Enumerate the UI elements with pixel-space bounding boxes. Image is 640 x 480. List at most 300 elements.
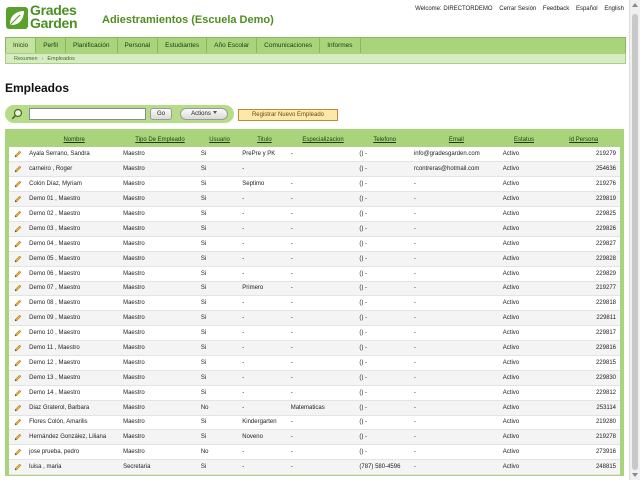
cell-id-persona: 229825 [547, 207, 620, 222]
cell-especializacion: - [289, 207, 358, 222]
scroll-down-icon[interactable] [632, 473, 638, 477]
top-links [410, 6, 624, 12]
cell-titulo: Septimo [240, 177, 288, 192]
cell-especializacion: - [289, 385, 358, 400]
logo-text [30, 4, 77, 30]
cell-telefono: () - [357, 177, 412, 192]
edit-pencil-icon[interactable] [14, 316, 22, 322]
cell-email: - [412, 236, 501, 251]
cell-nombre[interactable]: Ayala Serrano, Sandra [27, 147, 121, 162]
cell-id-persona: 229830 [547, 370, 620, 385]
cell-estatus: Activo [501, 430, 547, 445]
header [0, 0, 629, 36]
cell-estatus: Activo [501, 341, 547, 356]
nav-item-estudiantes[interactable]: Estudiantes [158, 38, 207, 53]
cell-telefono: (787) 580-4596 [357, 460, 412, 475]
cell-email: rcontreras@hotmail.com [412, 162, 501, 177]
breadcrumb-separator-icon: › [41, 56, 44, 62]
register-employee-button[interactable]: Registrar Nuevo Empleado [238, 109, 338, 121]
cell-especializacion: Matematicas [289, 400, 358, 415]
header-especializacion[interactable]: Especializacion [289, 133, 358, 147]
table-row[interactable] [9, 162, 620, 177]
cell-telefono: () - [357, 236, 412, 251]
nav-item-inicio[interactable]: Inicio [6, 38, 36, 53]
cell-estatus: Activo [501, 281, 547, 296]
table-row[interactable] [9, 430, 620, 445]
cell-id-persona: 229811 [547, 311, 620, 326]
logo-line2: Garden [30, 15, 78, 31]
edit-cell [9, 162, 27, 177]
edit-pencil-icon[interactable] [14, 197, 22, 203]
cell-especializacion: - [289, 445, 358, 460]
edit-pencil-icon[interactable] [14, 435, 22, 441]
cell-email: - [412, 370, 501, 385]
header-telefono[interactable]: Telefono [357, 133, 412, 147]
lang-es-link[interactable]: Español [575, 6, 598, 12]
welcome-text: Welcome: DIRECTORDEMO [415, 6, 493, 12]
cell-titulo: - [240, 326, 288, 341]
edit-pencil-icon[interactable] [14, 152, 22, 158]
cell-nombre[interactable]: Demo 08 , Maestro [27, 296, 121, 311]
cell-especializacion: - [289, 281, 358, 296]
cell-tipo-empleado: Maestro [121, 445, 199, 460]
cell-id-persona: 229818 [547, 296, 620, 311]
edit-cell [9, 311, 27, 326]
edit-pencil-icon[interactable] [14, 390, 22, 396]
edit-pencil-icon[interactable] [14, 420, 22, 426]
cell-tipo-empleado: Maestro [121, 326, 199, 341]
edit-cell [9, 221, 27, 236]
edit-pencil-icon[interactable] [14, 212, 22, 218]
edit-pencil-icon[interactable] [14, 256, 22, 262]
cell-id-persona: 229827 [547, 236, 620, 251]
edit-cell [9, 341, 27, 356]
cell-nombre[interactable]: carneiro , Roger [27, 162, 121, 177]
edit-pencil-icon[interactable] [14, 465, 22, 471]
lang-en-link[interactable]: English [604, 6, 624, 12]
cell-tipo-empleado: Maestro [121, 430, 199, 445]
cell-email: - [412, 415, 501, 430]
table-row[interactable] [9, 400, 620, 415]
table-row[interactable] [9, 236, 620, 251]
cell-email: - [412, 221, 501, 236]
header-titulo[interactable]: Titulo [240, 133, 288, 147]
table-row[interactable] [9, 415, 620, 430]
cell-titulo: Kindergarten [240, 415, 288, 430]
breadcrumb [5, 53, 626, 64]
cell-email: - [412, 192, 501, 207]
cell-nombre[interactable]: Demo 13 , Maestro [27, 370, 121, 385]
cell-estatus: Activo [501, 355, 547, 370]
cell-nombre[interactable]: Hernández González, Liliana [27, 430, 121, 445]
scrollbar-thumb[interactable] [632, 14, 638, 470]
edit-pencil-icon[interactable] [14, 301, 22, 307]
cell-nombre[interactable]: luisa , maria [27, 460, 121, 475]
cell-telefono: () - [357, 445, 412, 460]
cell-tipo-empleado: Maestro [121, 415, 199, 430]
cell-usuario: Si [199, 370, 240, 385]
header-usuario[interactable]: Usuario [199, 133, 240, 147]
cell-telefono: () - [357, 251, 412, 266]
cell-email: - [412, 385, 501, 400]
cell-especializacion: - [289, 177, 358, 192]
table-row[interactable] [9, 341, 620, 356]
table-body [9, 147, 620, 475]
breadcrumb-resumen[interactable]: Resumen [14, 56, 38, 62]
cell-titulo: - [240, 296, 288, 311]
table-row[interactable] [9, 192, 620, 207]
cell-telefono: () - [357, 341, 412, 356]
employees-table [9, 133, 620, 475]
cell-email: - [412, 341, 501, 356]
nav-item-informes[interactable]: Informes [320, 38, 360, 53]
cell-estatus: Activo [501, 415, 547, 430]
employees-table-container [5, 129, 624, 476]
nav-item-personal[interactable]: Personal [118, 38, 159, 53]
cell-especializacion: - [289, 147, 358, 162]
cell-email: - [412, 251, 501, 266]
cell-usuario: Si [199, 236, 240, 251]
cell-usuario: Si [199, 266, 240, 281]
header-estatus[interactable]: Estatus [501, 133, 547, 147]
cell-id-persona: 229812 [547, 385, 620, 400]
cell-usuario: Si [199, 326, 240, 341]
table-row[interactable] [9, 266, 620, 281]
cell-telefono: () - [357, 162, 412, 177]
cell-estatus: Activo [501, 296, 547, 311]
cell-titulo: Noveno [240, 430, 288, 445]
cell-especializacion: - [289, 326, 358, 341]
cell-especializacion: - [289, 192, 358, 207]
table-row[interactable] [9, 460, 620, 475]
table-row[interactable] [9, 147, 620, 162]
cell-email: - [412, 281, 501, 296]
cell-email: - [412, 445, 501, 460]
scroll-up-icon[interactable] [632, 3, 638, 7]
cell-nombre[interactable]: Demo 14 , Maestro [27, 385, 121, 400]
edit-pencil-icon[interactable] [14, 286, 22, 292]
header-nombre[interactable]: Nombre [27, 133, 121, 147]
table-row[interactable] [9, 281, 620, 296]
cell-email: - [412, 460, 501, 475]
edit-pencil-icon[interactable] [14, 167, 22, 173]
header-email[interactable]: Email [412, 133, 501, 147]
cell-telefono: () - [357, 266, 412, 281]
edit-pencil-icon[interactable] [14, 360, 22, 366]
cell-nombre[interactable]: Demo 11 , Maestro [27, 341, 121, 356]
cell-estatus: Activo [501, 192, 547, 207]
cell-email: - [412, 266, 501, 281]
table-row[interactable] [9, 385, 620, 400]
cell-titulo: Primero [240, 281, 288, 296]
cell-tipo-empleado: Maestro [121, 281, 199, 296]
cell-estatus: Activo [501, 311, 547, 326]
header-edit [9, 133, 27, 147]
table-row[interactable] [9, 311, 620, 326]
cell-estatus: Activo [501, 177, 547, 192]
cell-estatus: Activo [501, 400, 547, 415]
cell-especializacion: - [289, 341, 358, 356]
table-row[interactable] [9, 370, 620, 385]
cell-titulo: - [240, 311, 288, 326]
edit-pencil-icon[interactable] [14, 331, 22, 337]
cell-nombre[interactable]: Demo 06 , Maestro [27, 266, 121, 281]
cell-id-persona: 229817 [547, 326, 620, 341]
cell-usuario: Si [199, 221, 240, 236]
edit-cell [9, 177, 27, 192]
cell-id-persona: 219280 [547, 415, 620, 430]
logout-link[interactable]: Cerrar Sesión [499, 6, 537, 12]
table-row[interactable] [9, 445, 620, 460]
cell-nombre[interactable]: Diaz Graterol, Barbara [27, 400, 121, 415]
cell-estatus: Activo [501, 370, 547, 385]
cell-id-persona: 229816 [547, 341, 620, 356]
cell-telefono: () - [357, 400, 412, 415]
edit-cell [9, 296, 27, 311]
cell-estatus: Activo [501, 266, 547, 281]
cell-tipo-empleado: Maestro [121, 192, 199, 207]
edit-cell [9, 430, 27, 445]
nav-item-perfil[interactable]: Perfil [36, 38, 66, 53]
cell-email: - [412, 177, 501, 192]
cell-id-persona: 219278 [547, 430, 620, 445]
cell-nombre[interactable]: Demo 03 , Maestro [27, 221, 121, 236]
cell-tipo-empleado: Maestro [121, 296, 199, 311]
cell-titulo: - [240, 221, 288, 236]
cell-tipo-empleado: Maestro [121, 385, 199, 400]
cell-email: - [412, 326, 501, 341]
cell-especializacion: - [289, 221, 358, 236]
cell-estatus: Activo [501, 236, 547, 251]
edit-pencil-icon[interactable] [14, 241, 22, 247]
edit-cell [9, 281, 27, 296]
cell-titulo: - [240, 236, 288, 251]
cell-telefono: () - [357, 192, 412, 207]
cell-telefono: () - [357, 221, 412, 236]
cell-usuario: Si [199, 296, 240, 311]
cell-email: - [412, 400, 501, 415]
cell-titulo: - [240, 162, 288, 177]
vertical-scrollbar[interactable] [629, 0, 640, 480]
nav-item-ano-escolar[interactable]: Año Escolar [207, 38, 257, 53]
cell-estatus: Activo [501, 326, 547, 341]
edit-pencil-icon[interactable] [14, 405, 22, 411]
cell-nombre[interactable]: Demo 10 , Maestro [27, 326, 121, 341]
cell-usuario: Si [199, 177, 240, 192]
table-row[interactable] [9, 177, 620, 192]
page-title: Empleados [5, 81, 70, 95]
cell-id-persona: 219276 [547, 177, 620, 192]
cell-tipo-empleado: Maestro [121, 236, 199, 251]
cell-estatus: Activo [501, 385, 547, 400]
cell-id-persona: 253114 [547, 400, 620, 415]
main-nav [5, 37, 626, 53]
edit-cell [9, 326, 27, 341]
chevron-down-icon [213, 111, 217, 114]
header-id-persona[interactable]: Id Persona [547, 133, 620, 147]
cell-titulo: - [240, 207, 288, 222]
cell-tipo-empleado: Maestro [121, 251, 199, 266]
cell-id-persona: 229826 [547, 221, 620, 236]
edit-cell [9, 370, 27, 385]
cell-tipo-empleado: Maestro [121, 221, 199, 236]
edit-cell [9, 400, 27, 415]
go-button[interactable]: Go [150, 108, 172, 120]
cell-nombre[interactable]: Flores Colón, Amarilis [27, 415, 121, 430]
cell-tipo-empleado: Maestro [121, 147, 199, 162]
cell-telefono: () - [357, 370, 412, 385]
cell-titulo: - [240, 445, 288, 460]
edit-cell [9, 266, 27, 281]
nav-item-planificacion[interactable]: Planificación [66, 38, 118, 53]
cell-especializacion [289, 162, 358, 177]
cell-telefono: () - [357, 385, 412, 400]
cell-tipo-empleado: Maestro [121, 266, 199, 281]
cell-titulo: - [240, 460, 288, 475]
cell-usuario: Si [199, 311, 240, 326]
edit-cell [9, 251, 27, 266]
edit-cell [9, 445, 27, 460]
cell-email: - [412, 430, 501, 445]
cell-tipo-empleado: Maestro [121, 370, 199, 385]
cell-nombre[interactable]: Colón Díaz, Myriam [27, 177, 121, 192]
cell-nombre[interactable]: Demo 04 , Maestro [27, 236, 121, 251]
edit-cell [9, 415, 27, 430]
edit-cell [9, 236, 27, 251]
edit-pencil-icon[interactable] [14, 346, 22, 352]
feedback-link[interactable]: Feedback [542, 6, 570, 12]
cell-titulo: - [240, 341, 288, 356]
cell-id-persona: 229819 [547, 192, 620, 207]
cell-telefono: () - [357, 311, 412, 326]
cell-especializacion: - [289, 311, 358, 326]
cell-estatus: Activo [501, 207, 547, 222]
cell-titulo: - [240, 266, 288, 281]
search-icon [11, 108, 23, 120]
cell-usuario: Si [199, 162, 240, 177]
cell-tipo-empleado: Maestro [121, 177, 199, 192]
cell-telefono: () - [357, 326, 412, 341]
cell-tipo-empleado: Secretaria [121, 460, 199, 475]
cell-especializacion: - [289, 415, 358, 430]
cell-estatus: Activo [501, 460, 547, 475]
cell-telefono: () - [357, 147, 412, 162]
table-row[interactable] [9, 251, 620, 266]
cell-id-persona: 254636 [547, 162, 620, 177]
cell-telefono: () - [357, 415, 412, 430]
cell-titulo: - [240, 355, 288, 370]
edit-cell [9, 385, 27, 400]
cell-nombre[interactable]: Demo 09 , Maestro [27, 311, 121, 326]
cell-especializacion: - [289, 296, 358, 311]
cell-id-persona: 229829 [547, 266, 620, 281]
actions-dropdown-button[interactable] [180, 108, 228, 120]
cell-especializacion: - [289, 251, 358, 266]
cell-usuario: Si [199, 147, 240, 162]
edit-pencil-icon[interactable] [14, 271, 22, 277]
cell-titulo: - [240, 385, 288, 400]
cell-id-persona: 219279 [547, 147, 620, 162]
cell-tipo-empleado: Maestro [121, 400, 199, 415]
cell-telefono: () - [357, 207, 412, 222]
cell-nombre[interactable]: jose prueba, pedro [27, 445, 121, 460]
table-row[interactable] [9, 326, 620, 341]
nav-item-comunicaciones[interactable]: Comunicaciones [257, 38, 320, 53]
cell-tipo-empleado: Maestro [121, 162, 199, 177]
cell-email: - [412, 355, 501, 370]
edit-pencil-icon[interactable] [14, 182, 22, 188]
cell-estatus: Activo [501, 445, 547, 460]
cell-usuario: Si [199, 460, 240, 475]
table-row[interactable] [9, 207, 620, 222]
edit-pencil-icon[interactable] [14, 450, 22, 456]
logo-line1: Grades [30, 2, 77, 18]
cell-usuario: Si [199, 251, 240, 266]
cell-usuario: Si [199, 341, 240, 356]
edit-pencil-icon[interactable] [14, 226, 22, 232]
cell-estatus: Activo [501, 221, 547, 236]
cell-usuario: Si [199, 385, 240, 400]
cell-tipo-empleado: Maestro [121, 311, 199, 326]
cell-nombre[interactable]: Demo 07 , Maestro [27, 281, 121, 296]
leaf-logo-icon [6, 7, 28, 29]
edit-pencil-icon[interactable] [14, 375, 22, 381]
cell-titulo: - [240, 400, 288, 415]
cell-email: info@gradesgarden.com [412, 147, 501, 162]
table-row[interactable] [9, 355, 620, 370]
cell-nombre[interactable]: Demo 02 , Maestro [27, 207, 121, 222]
cell-email: - [412, 296, 501, 311]
cell-especializacion: - [289, 355, 358, 370]
cell-usuario: Si [199, 355, 240, 370]
cell-tipo-empleado: Maestro [121, 355, 199, 370]
cell-especializacion: - [289, 266, 358, 281]
search-toolbar [5, 105, 234, 123]
school-title: Adiestramientos (Escuela Demo) [102, 14, 274, 26]
cell-usuario: Si [199, 281, 240, 296]
cell-id-persona: 273916 [547, 445, 620, 460]
cell-especializacion: - [289, 370, 358, 385]
cell-usuario: Si [199, 415, 240, 430]
cell-id-persona: 248815 [547, 460, 620, 475]
cell-nombre[interactable]: Demo 01 , Maestro [27, 192, 121, 207]
cell-id-persona: 229815 [547, 355, 620, 370]
actions-label: Actions [191, 111, 211, 117]
edit-cell [9, 207, 27, 222]
cell-titulo: - [240, 370, 288, 385]
cell-estatus: Activo [501, 147, 547, 162]
header-tipo-empleado[interactable]: Tipo De Empleado [121, 133, 199, 147]
cell-usuario: Si [199, 192, 240, 207]
cell-usuario: No [199, 445, 240, 460]
cell-email: - [412, 311, 501, 326]
cell-telefono: () - [357, 430, 412, 445]
cell-estatus: Activo [501, 251, 547, 266]
table-row[interactable] [9, 296, 620, 311]
edit-cell [9, 355, 27, 370]
cell-telefono: () - [357, 355, 412, 370]
cell-nombre[interactable]: Demo 12 , Maestro [27, 355, 121, 370]
cell-nombre[interactable]: Demo 05 , Maestro [27, 251, 121, 266]
cell-usuario: Si [199, 430, 240, 445]
cell-id-persona: 229828 [547, 251, 620, 266]
gradesgarden-logo[interactable] [6, 2, 94, 34]
table-header-row [9, 133, 620, 147]
cell-id-persona: 219277 [547, 281, 620, 296]
edit-cell [9, 460, 27, 475]
search-input[interactable] [29, 108, 146, 120]
table-row[interactable] [9, 221, 620, 236]
